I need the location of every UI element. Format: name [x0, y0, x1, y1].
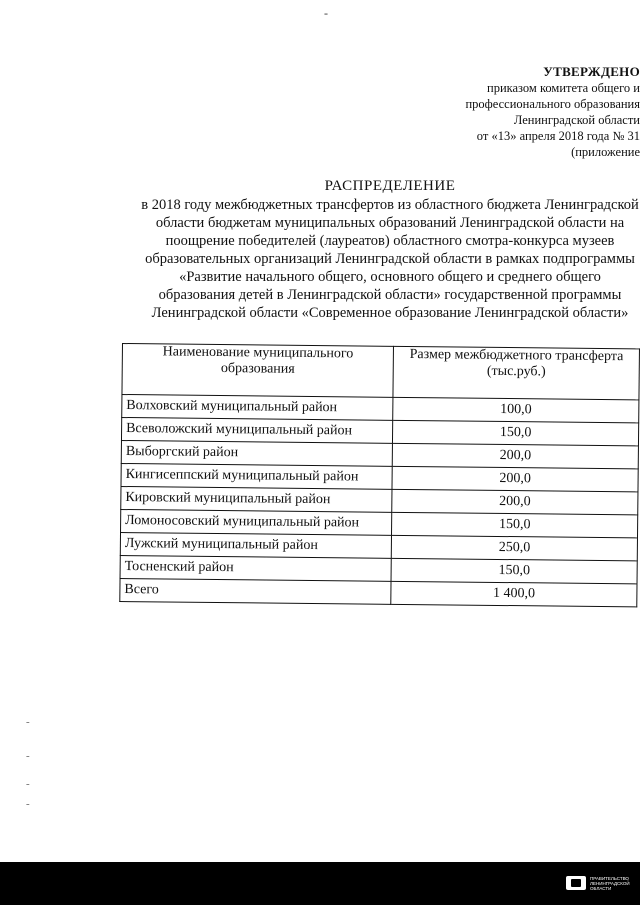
- amount-cell: 100,0: [393, 397, 639, 423]
- document-subtitle: в 2018 году межбюджетных трансфертов из областного бюджета Ленинградской области бюджетам муниципальных образований Ленинградской области на поощрение победителей (лауреатов) областного смотра-конкурса музеев образовательных организаций Ленинградской области в рамках подпрограммы «Развитие начального общего, основного общего и среднего общего образования детей в Ленинградской области» государственной программы Ленинградской области «Современное образование Ленинградской области»: [141, 197, 639, 321]
- municipality-cell: Всеволожский муниципальный район: [121, 418, 392, 444]
- approval-appendix: (приложение: [571, 145, 640, 159]
- margin-mark: -: [26, 778, 30, 790]
- approval-block: [400, 64, 640, 160]
- municipality-cell: Лужский муниципальный район: [120, 532, 391, 558]
- municipality-cell: Выборгский район: [121, 440, 392, 466]
- total-label-cell: Всего: [120, 578, 391, 604]
- amount-cell: 200,0: [392, 443, 638, 469]
- footer-bar: [0, 862, 640, 905]
- amount-cell: 200,0: [392, 489, 638, 515]
- municipality-cell: Кингисеппский муниципальный район: [121, 463, 392, 489]
- header-municipality: Наименование муниципального образования: [122, 344, 394, 398]
- footer-logo-text: ПРАВИТЕЛЬСТВО ЛЕНИНГРАДСКОЙ ОБЛАСТИ: [590, 876, 630, 891]
- top-mark: -: [324, 6, 328, 20]
- municipality-cell: Ломоносовский муниципальный район: [121, 509, 392, 535]
- margin-mark: -: [26, 750, 30, 762]
- municipality-cell: Тосненский район: [120, 555, 391, 581]
- document-title: РАСПРЕДЕЛЕНИЕ: [324, 178, 456, 194]
- government-emblem-icon: [566, 876, 586, 890]
- approval-line: Ленинградской области: [513, 113, 640, 127]
- distribution-table: [119, 343, 640, 607]
- approval-line: приказом комитета общего и: [487, 81, 640, 95]
- approval-heading: УТВЕРЖДЕНО: [543, 64, 640, 79]
- amount-cell: 150,0: [391, 558, 637, 584]
- amount-cell: 150,0: [392, 512, 638, 538]
- amount-cell: 200,0: [392, 466, 638, 492]
- amount-cell: 150,0: [393, 420, 639, 446]
- municipality-cell: Волховский муниципальный район: [122, 395, 393, 421]
- margin-mark: -: [26, 798, 30, 810]
- approval-date: от «13» апреля 2018 года № 31: [476, 129, 640, 143]
- approval-line: профессионального образования: [465, 97, 640, 111]
- table-total-row: [120, 578, 637, 606]
- total-amount-cell: 1 400,0: [391, 581, 637, 607]
- table-header-row: [122, 344, 640, 400]
- amount-cell: 250,0: [391, 535, 637, 561]
- header-amount: Размер межбюджетного трансферта (тыс.руб.): [393, 346, 639, 400]
- municipality-cell: Кировский муниципальный район: [121, 486, 392, 512]
- margin-mark: -: [26, 716, 30, 728]
